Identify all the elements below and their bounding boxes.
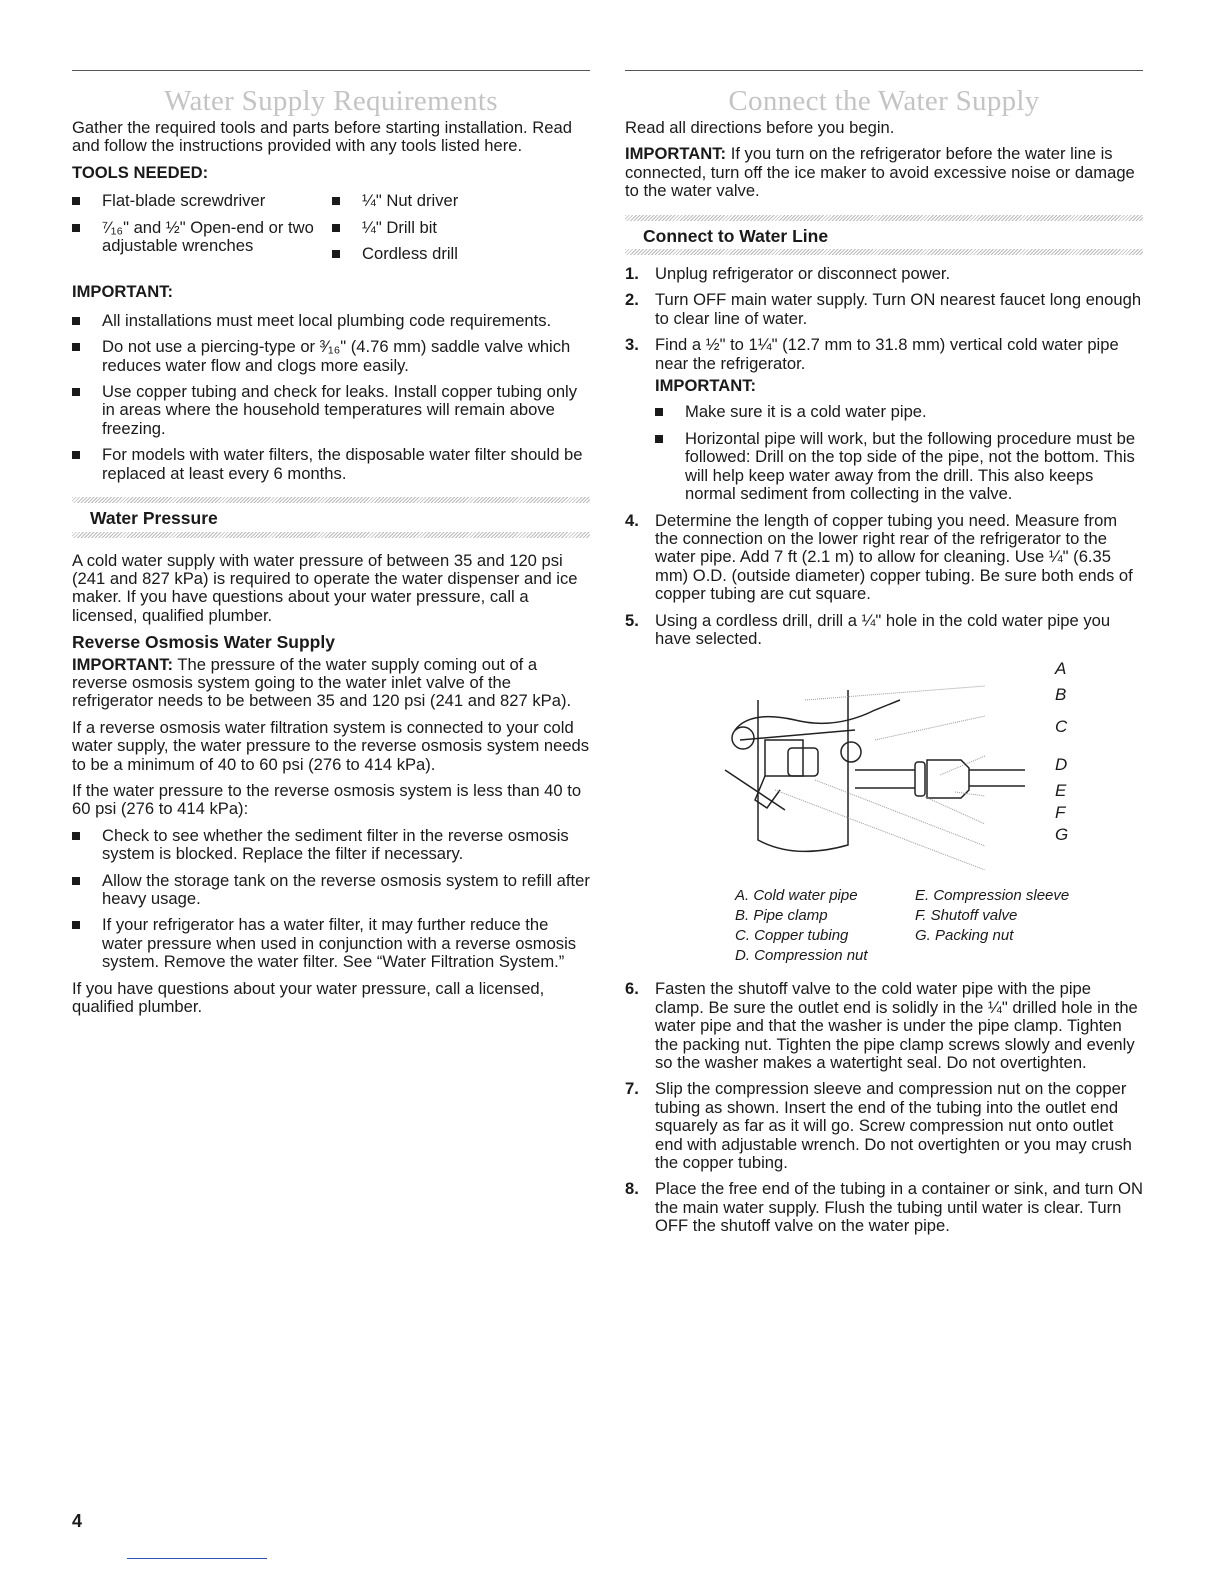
step: 5. Using a cordless drill, drill a ¼" hole in the cold water pipe you have selected. A B C D E F G A. Cold water pipe B. Pipe clamp C. Copper tubing D. Compression nut E. Compression sleeve F. Shutoff valve G. Packing nut: [625, 612, 1143, 967]
list-item: Flat-blade screwdriver: [72, 192, 332, 210]
divider: [72, 70, 590, 71]
paragraph: [72, 656, 590, 711]
list-item: ⁷⁄₁₆" and ½" Open-end or two adjustable wrenches: [72, 219, 332, 256]
legend-item: F. Shutoff valve: [915, 907, 1018, 925]
subsection-heading: Connect to Water Line: [643, 225, 829, 246]
important-label: IMPORTANT:: [72, 654, 174, 674]
list-item: Cordless drill: [332, 245, 572, 263]
figure-letter: G: [1055, 825, 1069, 845]
tools-heading: TOOLS NEEDED:: [72, 162, 209, 182]
paragraph: If the water pressure to the reverse osmosis system is less than 40 to 60 psi (276 to 414 kPa):: [72, 780, 582, 819]
important-label: IMPORTANT:: [625, 144, 727, 164]
important-heading: IMPORTANT:: [655, 376, 757, 396]
figure-letter: B: [1055, 685, 1067, 705]
subsection-heading: Reverse Osmosis Water Supply: [72, 632, 335, 653]
legend-item: B. Pipe clamp: [735, 907, 828, 925]
left-column: [72, 70, 590, 1024]
step: 3. Find a ½" to 1¼" (12.7 mm to 31.8 mm) vertical cold water pipe near the refrigerator. IMPORTANT: Make sure it is a cold water pipe. Horizontal pipe will work, but the following procedure must be followed: Drill on the top side of the pipe, not the bottom. This will help keep water away from the drill. This also keeps normal sediment from collecting in the valve.: [625, 336, 1143, 503]
valve-illustration: [655, 660, 1055, 870]
important-text: The pressure of the water supply coming out of a reverse osmosis system going to the water inlet valve of the refrigerator needs to be between 35 and 120 psi (241 and 827 kPa).: [72, 654, 572, 711]
step: 7. Slip the compression sleeve and compression nut on the copper tubing as shown. Insert the end of the tubing into the outlet end squarely as far as it will go. Screw compression nut onto outlet end with adjustable wrench. Do not overtighten or you may crush the copper tubing.: [625, 1079, 1132, 1172]
paragraph: [625, 145, 1143, 200]
figure-letter: E: [1055, 781, 1067, 801]
list-item: Do not use a piercing-type or ³⁄₁₆" (4.76 mm) saddle valve which reduces water flow and clogs more easily.: [72, 338, 590, 375]
list-item: Check to see whether the sediment filter in the reverse osmosis system is blocked. Replace the filter if necessary.: [72, 827, 590, 864]
right-column: [625, 70, 1143, 1244]
section-title: Connect the Water Supply: [728, 85, 1040, 117]
footer-rule: [127, 1558, 267, 1559]
list-item: Use copper tubing and check for leaks. Install copper tubing only in areas where the household temperatures will remain above freezing.: [72, 383, 590, 438]
list-item: All installations must meet local plumbing code requirements.: [72, 312, 590, 330]
paragraph: If you have questions about your water pressure, call a licensed, qualified plumber.: [72, 978, 545, 1017]
tools-list: [72, 192, 590, 279]
intro-text: Gather the required tools and parts before starting installation. Read and follow the instructions provided with any tools listed here.: [72, 118, 572, 156]
figure-letter: C: [1055, 717, 1068, 737]
page-number: 4: [72, 1511, 83, 1531]
paragraph: If a reverse osmosis water filtration system is connected to your cold water supply, the water pressure to the reverse osmosis system needs to be a minimum of 40 to 60 psi (276 to 414 kPa).: [72, 717, 590, 774]
figure-letter: A: [1055, 659, 1067, 679]
step: 6. Fasten the shutoff valve to the cold water pipe with the pipe clamp. Be sure the outlet end is solidly in the ¼" drilled hole in the water pipe and that the washer is under the pipe clamp. Tighten the packing nut. Tighten the pipe clamp screws slowly and evenly so the washer makes a watertight seal. Do not overtighten.: [625, 979, 1138, 1072]
important-text: If you turn on the refrigerator before the water line is connected, turn off the ice maker to avoid excessive noise or damage to the water valve.: [625, 144, 1135, 201]
subsection-heading: Water Pressure: [90, 508, 218, 529]
paragraph: A cold water supply with water pressure of between 35 and 120 psi (241 and 827 kPa) is required to operate the water dispenser and ice maker. If you have questions about your water pressure, call a licensed, qualified plumber.: [72, 550, 578, 625]
legend-item: A. Cold water pipe: [735, 887, 858, 905]
important-heading: IMPORTANT:: [72, 282, 174, 302]
legend-item: E. Compression sleeve: [915, 887, 1070, 905]
step: 1. Unplug refrigerator or disconnect power.: [625, 264, 951, 284]
list-item: Make sure it is a cold water pipe.: [655, 403, 1143, 421]
list-item: ¼" Drill bit: [332, 219, 572, 237]
list-item: Allow the storage tank on the reverse osmosis system to refill after heavy usage.: [72, 872, 590, 909]
figure-labels: [1055, 660, 1068, 852]
list-item: ¼" Nut driver: [332, 192, 572, 210]
section-title: Water Supply Requirements: [164, 85, 498, 117]
steps-list: [625, 265, 1143, 1236]
divider: [625, 70, 1143, 71]
figure-letter: D: [1055, 755, 1068, 775]
legend-item: C. Copper tubing: [735, 927, 849, 945]
hatch-band: [625, 249, 1143, 255]
list-item: For models with water filters, the disposable water filter should be replaced at least every 6 months.: [72, 446, 590, 483]
step: 2. Turn OFF main water supply. Turn ON nearest faucet long enough to clear line of water.: [625, 290, 1142, 328]
figure-letter: F: [1055, 803, 1066, 823]
list-item: Horizontal pipe will work, but the following procedure must be followed: Drill on the top side of the pipe, not the bottom. This will help keep water away from the drill. This also keeps normal sediment from collecting in the valve.: [655, 430, 1143, 504]
hatch-band: [72, 532, 590, 538]
shutoff-valve-diagram: [655, 660, 1143, 880]
step: 8. Place the free end of the tubing in a container or sink, and turn ON the main water supply. Flush the tubing until water is clear. Turn OFF the shutoff valve on the water pipe.: [625, 1179, 1143, 1236]
legend-item: D. Compression nut: [735, 947, 868, 965]
legend-item: G. Packing nut: [915, 927, 1014, 945]
figure-legend: [735, 886, 1143, 966]
intro-text: Read all directions before you begin.: [625, 118, 895, 137]
list-item: If your refrigerator has a water filter, it may further reduce the water pressure when used in conjunction with a reverse osmosis system. Remove the water filter. See “Water Filtration System.”: [72, 916, 590, 971]
step: 4. Determine the length of copper tubing you need. Measure from the connection on the lower right rear of the refrigerator to the water pipe. Add 7 ft (2.1 m) to allow for cleaning. Use ¼" (6.35 mm) O.D. (outside diameter) copper tubing. Be sure both ends of copper tubing are cut square.: [625, 510, 1133, 604]
